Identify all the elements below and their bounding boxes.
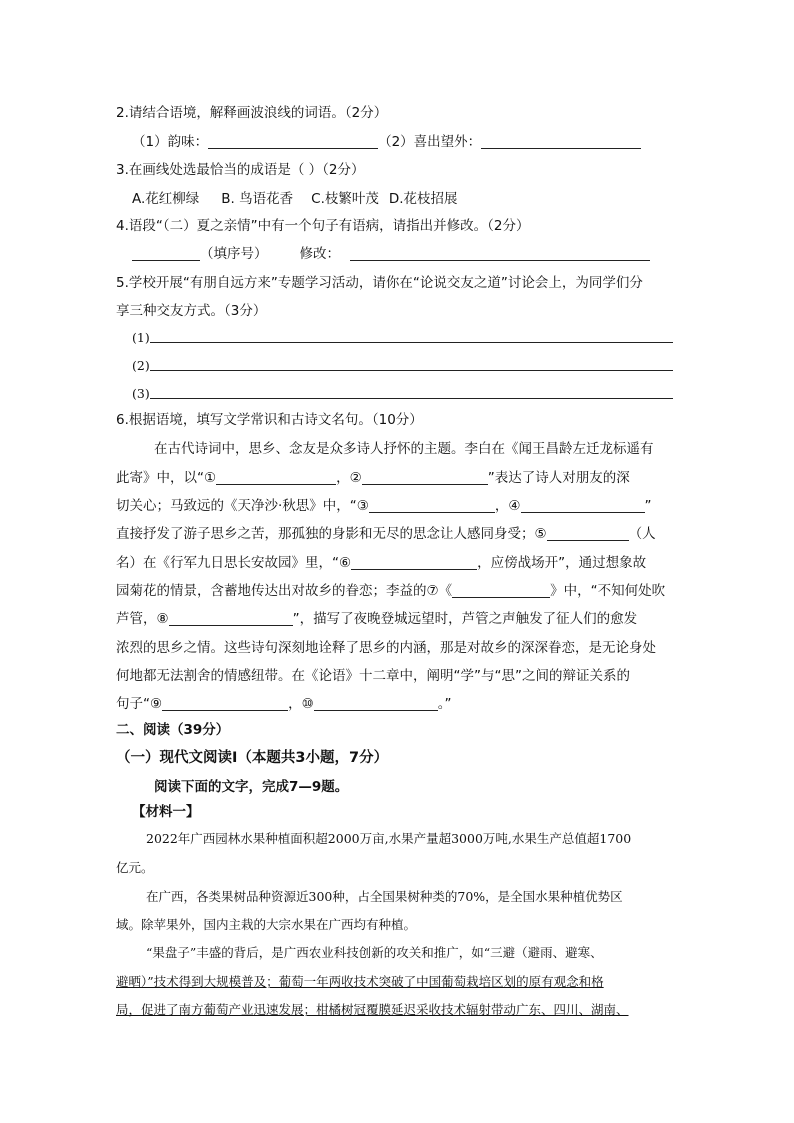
q6-l2-text-a: 此寄》中，以“① bbox=[116, 470, 217, 486]
q2-stem: 2.请结合语境，解释画波浪线的词语。（2分） bbox=[116, 105, 388, 121]
q5-stem-line2: 享三种交友方式。（3分） bbox=[116, 303, 267, 319]
q4-revision-blank[interactable] bbox=[350, 246, 650, 261]
reading-instruction: 阅读下面的文字，完成7—9题。 bbox=[154, 779, 349, 795]
q3-option-b[interactable]: B. 鸟语花香 bbox=[221, 191, 294, 207]
q4-stem: 4.语段“（二）夏之亲情”中有一个句子有语病，请指出并修改。（2分） bbox=[116, 218, 530, 234]
q6-l5-text-b: ，应傍战场开”，通过想象故 bbox=[477, 555, 647, 571]
q6-blank-8[interactable] bbox=[169, 611, 293, 626]
q6-l7-text-b: ”，描写了夜晚登城远望时，芦管之声触发了征人们的愈发 bbox=[292, 611, 638, 627]
q6-l2-text-b: ，② bbox=[336, 470, 362, 486]
q6-l4-text-b: （人 bbox=[628, 526, 656, 542]
q6-line-10 bbox=[116, 695, 451, 713]
q3-option-c[interactable]: C.枝繁叶茂 bbox=[311, 191, 379, 207]
q6-l3-text-b: ，④ bbox=[494, 498, 521, 514]
section-2-subtitle: （一）现代文阅读Ⅰ（本题共3小题，7分） bbox=[116, 750, 389, 766]
material-1-heading: 【材料一】 bbox=[132, 804, 200, 820]
q6-line-2 bbox=[116, 469, 630, 487]
q3-options bbox=[132, 190, 458, 208]
q2-a1-label: （1）韵味： bbox=[132, 134, 209, 150]
q6-blank-1[interactable] bbox=[216, 470, 336, 485]
q6-l10-text-c: 。” bbox=[437, 696, 452, 712]
q6-line-5 bbox=[116, 554, 646, 572]
q5-item-1-label: (1) bbox=[132, 330, 150, 345]
q5-item-2-label: (2) bbox=[132, 358, 150, 373]
q2-answer-row bbox=[132, 133, 641, 151]
q4-fill-label: （填序号） bbox=[200, 246, 268, 262]
material-1-line-7: 局，促进了南方葡萄产业迅速发展；柑橘树冠覆膜延迟采收技术辐射带动广东、四川、湖南、 bbox=[116, 1002, 629, 1017]
q6-blank-10[interactable] bbox=[314, 696, 438, 711]
q6-l3-text-c: ” bbox=[644, 498, 652, 514]
q2-a2-blank[interactable] bbox=[481, 134, 641, 149]
q6-line-4 bbox=[116, 525, 656, 543]
q6-blank-3[interactable] bbox=[369, 498, 495, 513]
q6-line-9: 何地都无法割舍的情感纽带。在《论语》十二章中，阐明“学”与“思”之间的辩证关系的 bbox=[116, 668, 630, 684]
q5-item-3-label: (3) bbox=[132, 386, 150, 401]
material-1-line-2: 亿元。 bbox=[116, 860, 154, 875]
q6-blank-9[interactable] bbox=[162, 696, 288, 711]
q4-answer-row bbox=[132, 245, 650, 263]
q6-l3-text-a: 切关心；马致远的《天净沙·秋思》中，“③ bbox=[116, 498, 369, 514]
q3-stem: 3.在画线处选最恰当的成语是（ ）（2分） bbox=[116, 162, 365, 178]
q6-blank-5[interactable] bbox=[547, 526, 629, 541]
q6-line-6 bbox=[116, 582, 665, 600]
q6-blank-2[interactable] bbox=[362, 470, 488, 485]
material-1-line-6: 避晒）”技术得到大规模普及；葡萄一年两收技术突破了中国葡萄栽培区划的原有观念和格 bbox=[116, 974, 604, 989]
q2-a1-blank[interactable] bbox=[208, 134, 378, 149]
q6-stem: 6.根据语境，填写文学常识和古诗文名句。（10分） bbox=[116, 412, 423, 428]
q6-line-8: 浓烈的思乡之情。这些诗句深刻地诠释了思乡的内涵，那是对故乡的深深眷恋，是无论身处 bbox=[116, 640, 656, 656]
q6-line-3 bbox=[116, 497, 652, 515]
q6-l4-text-a: 直接抒发了游子思乡之苦，那孤独的身影和无尽的思念让人感同身受；⑤ bbox=[116, 526, 547, 542]
material-1-line-5-text: “果盘子”丰盛的背后，是广西农业科技创新的攻关和推广，如“三避（避雨、避寒、 bbox=[146, 945, 603, 960]
material-1-line-4: 域。除苹果外，国内主栽的大宗水果在广西均有种植。 bbox=[116, 917, 417, 932]
q6-l6-text-a: 园菊花的情景，含蓄地传达出对故乡的眷恋；李益的⑦《 bbox=[116, 583, 453, 599]
q5-item-2-line[interactable] bbox=[150, 369, 673, 371]
q6-blank-6[interactable] bbox=[351, 555, 477, 570]
q5-item-3-line[interactable] bbox=[150, 397, 673, 399]
q4-sentence-number-blank[interactable] bbox=[132, 246, 200, 261]
q3-option-a[interactable]: A.花红柳绿 bbox=[132, 191, 200, 207]
q6-blank-4[interactable] bbox=[521, 498, 645, 513]
q6-line-7 bbox=[116, 610, 637, 628]
q6-l2-text-c: ”表达了诗人对朋友的深 bbox=[487, 470, 630, 486]
material-1-line-3: 在广西，各类果树品种资源近300种，占全国果树种类的70%，是全国水果种植优势区 bbox=[146, 889, 623, 904]
q4-revise-label: 修改： bbox=[299, 246, 340, 262]
q6-l5-text-a: 名）在《行军九日思长安故园》里，“⑥ bbox=[116, 555, 352, 571]
q6-l6-text-b: 》中，“不知何处吹 bbox=[550, 583, 666, 599]
q6-l7-text-a: 芦管，⑧ bbox=[116, 611, 169, 627]
q2-a2-label: （2）喜出望外： bbox=[378, 134, 482, 150]
section-2-title: 二、阅读（39分） bbox=[116, 722, 230, 738]
q5-stem-line1: 5.学校开展“有朋自远方来”专题学习活动，请你在“论说交友之道”讨论会上，为同学们分 bbox=[116, 275, 643, 291]
q6-line-1: 在古代诗词中，思乡、念友是众多诗人抒怀的主题。李白在《闻王昌龄左迁龙标遥有 bbox=[154, 441, 654, 457]
q6-l10-text-b: ，⑩ bbox=[288, 696, 314, 712]
q5-item-1-line[interactable] bbox=[150, 341, 673, 343]
q6-l10-text-a: 句子“⑨ bbox=[116, 696, 163, 712]
q6-blank-7[interactable] bbox=[452, 583, 550, 598]
material-1-line-1: 2022年广西园林水果种植面积超2000万亩,水果产量超3000万吨,水果生产总值超1700 bbox=[146, 831, 632, 846]
q3-option-d[interactable]: D.花枝招展 bbox=[388, 191, 458, 207]
material-1-line-5 bbox=[146, 944, 603, 962]
